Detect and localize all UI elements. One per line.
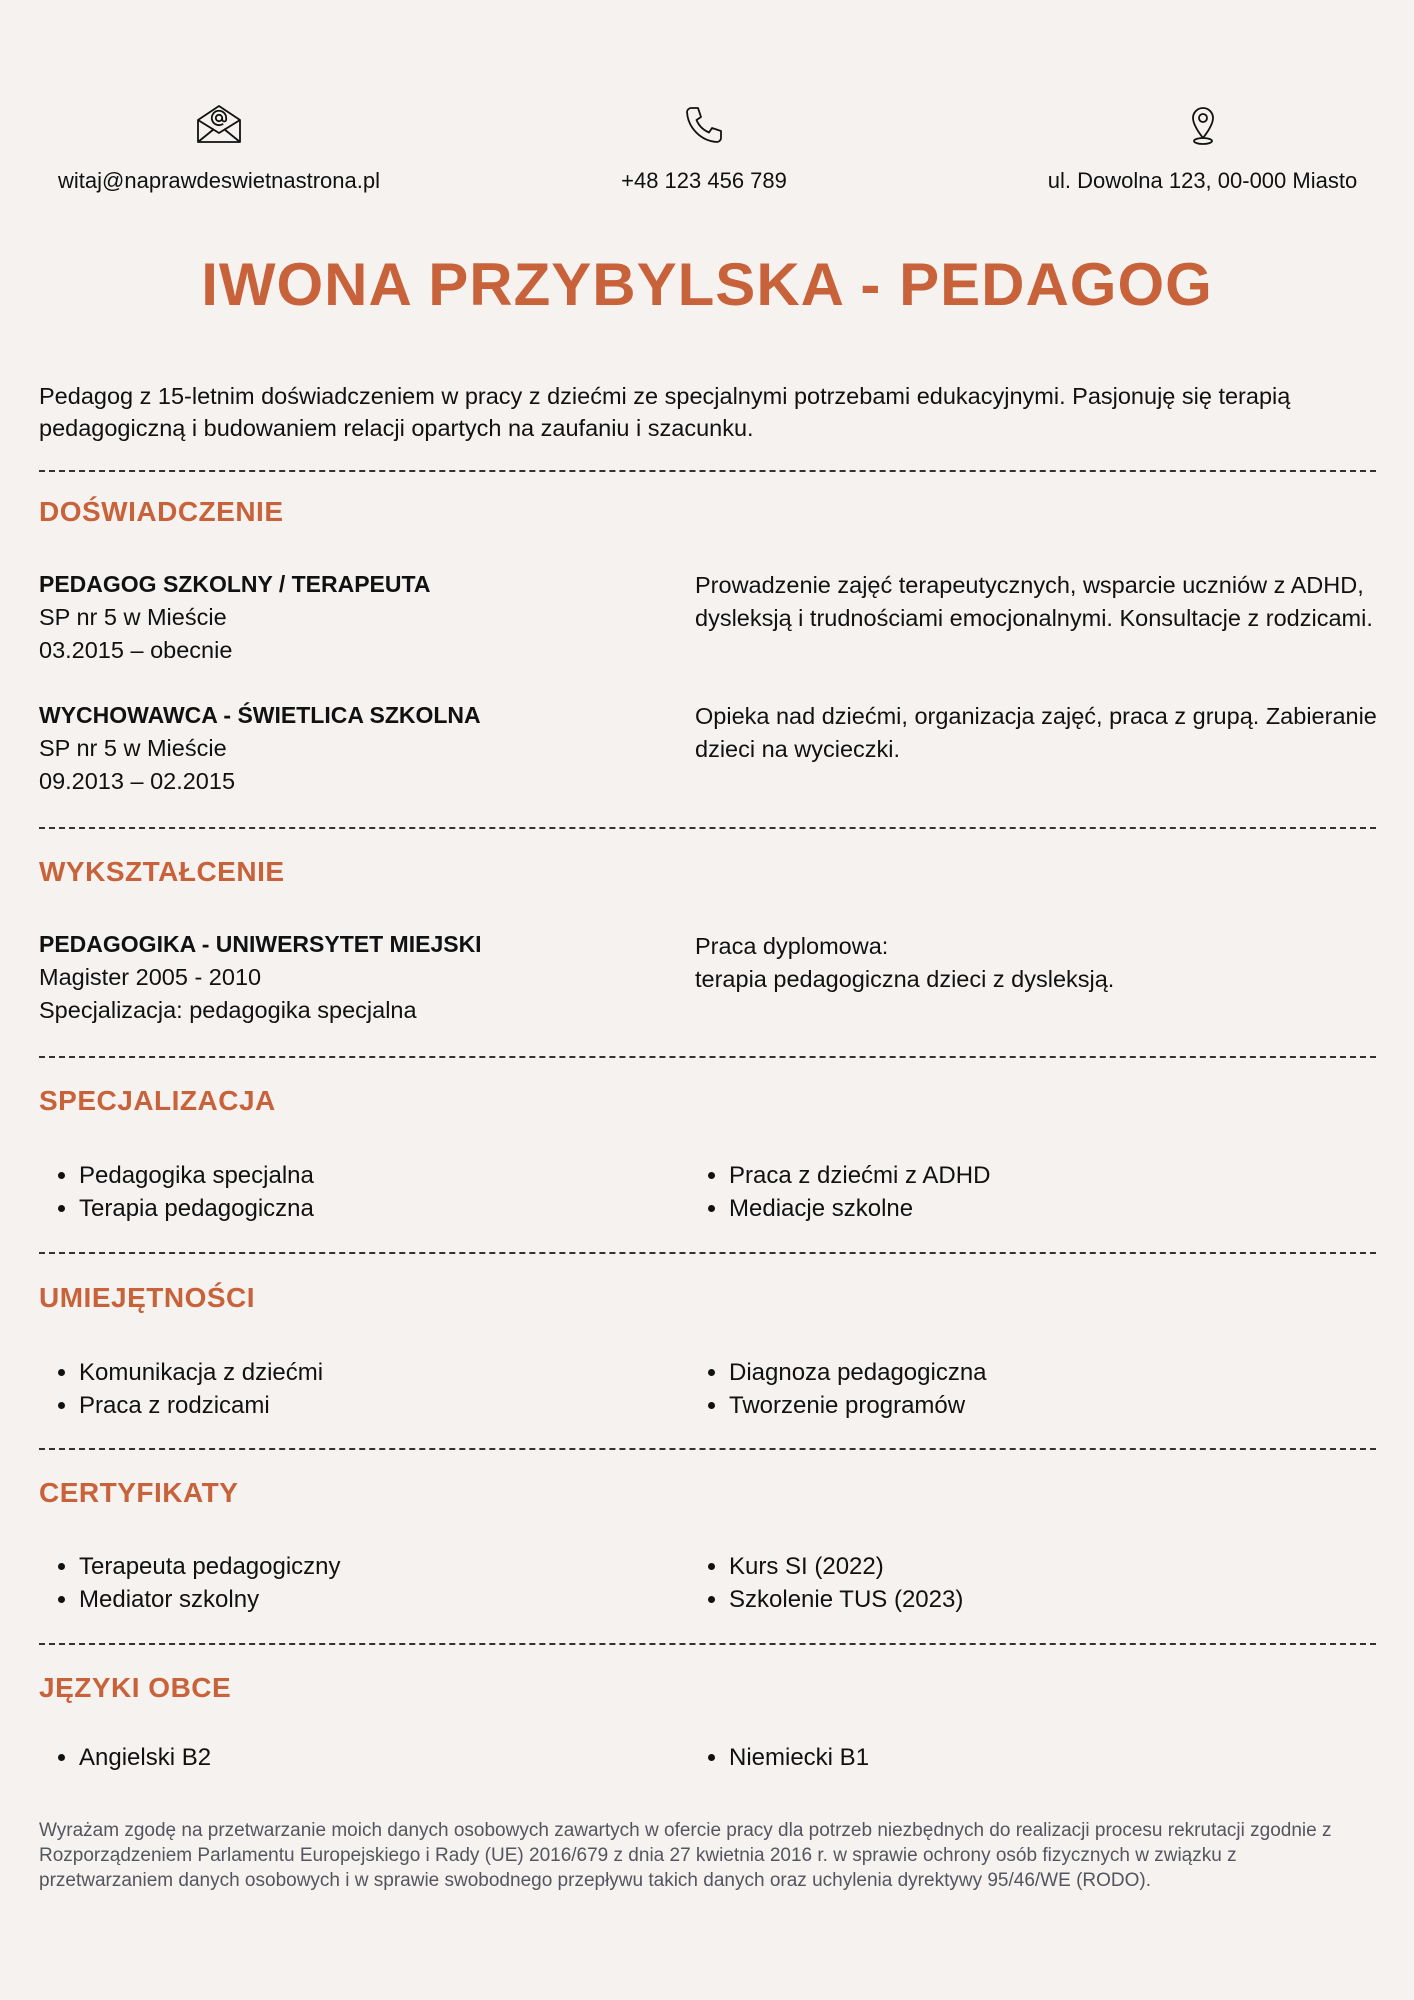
languages-list-right (689, 1741, 1369, 1774)
section-divider (39, 470, 1376, 472)
envelope-at-icon (194, 100, 244, 150)
list-item: • Diagnoza pedagogiczna (729, 1356, 1369, 1389)
job-title: WYCHOWAWCA - ŚWIETLICA SZKOLNA (39, 702, 481, 728)
job-dates: 03.2015 – obecnie (39, 637, 233, 663)
job-2 (39, 699, 659, 798)
location-pin-icon (1178, 100, 1228, 150)
section-divider (39, 827, 1376, 829)
education-heading: WYKSZTAŁCENIE (39, 856, 285, 887)
list-item: • Praca z dziećmi z ADHD (729, 1159, 1369, 1192)
skills-list-left (39, 1356, 659, 1422)
skills-heading: UMIEJĘTNOŚCI (39, 1282, 256, 1313)
skills-list-right (689, 1356, 1369, 1422)
thesis-label: Praca dyplomowa: (695, 933, 889, 959)
specialization-heading: SPECJALIZACJA (39, 1085, 276, 1116)
list-item: • Szkolenie TUS (2023) (729, 1583, 1369, 1616)
section-divider (39, 1252, 1376, 1254)
contact-phone (554, 100, 854, 194)
education-entry (39, 928, 659, 1027)
education-degree: Magister 2005 - 2010 (39, 964, 262, 990)
job-2-description: Opieka nad dziećmi, organizacja zajęć, praca z grupą. Zabieranie dzieci na wycieczki. (695, 703, 1377, 762)
list-item: • Praca z rodzicami (79, 1389, 659, 1422)
list-item: • Tworzenie programów (729, 1389, 1369, 1422)
education-thesis (695, 930, 1385, 996)
education-specialization: Specjalizacja: pedagogika specjalna (39, 997, 417, 1023)
job-1 (39, 568, 659, 667)
list-item: • Terapeuta pedagogiczny (79, 1550, 659, 1583)
section-divider (39, 1056, 1376, 1058)
page-title: IWONA PRZYBYLSKA - PEDAGOG (201, 251, 1213, 318)
job-place: SP nr 5 w Mieście (39, 604, 227, 630)
list-item: • Mediacje szkolne (729, 1192, 1369, 1225)
list-item: • Terapia pedagogiczna (79, 1192, 659, 1225)
certificates-list-right (689, 1550, 1369, 1616)
list-item: • Kurs SI (2022) (729, 1550, 1369, 1583)
section-divider (39, 1643, 1376, 1645)
list-item: • Mediator szkolny (79, 1583, 659, 1616)
list-item: • Niemiecki B1 (729, 1741, 1369, 1774)
contact-email (39, 100, 399, 194)
gdpr-consent: Wyrażam zgodę na przetwarzanie moich danych osobowych zawartych w ofercie pracy dla potrzeb niezbędnych do realizacji procesu rekrutacji zgodnie z Rozporządzeniem Parlamentu Europejskiego i Rady (UE) 2016/679 z dnia 27 kwietnia 2016 r. w sprawie ochrony osób fizycznych w związku z przetwarzaniem danych osobowych i w sprawie swobodnego przepływu takich danych oraz uchylenia dyrektywy 95/46/WE (RODO). (39, 1820, 1332, 1891)
job-title: PEDAGOG SZKOLNY / TERAPEUTA (39, 571, 431, 597)
education-title: PEDAGOGIKA - UNIWERSYTET MIEJSKI (39, 931, 482, 957)
contact-address (1030, 100, 1375, 194)
thesis-text: terapia pedagogiczna dzieci z dysleksją. (695, 966, 1115, 992)
certificates-heading: CERTYFIKATY (39, 1477, 239, 1508)
specialization-list-right (689, 1159, 1369, 1225)
phone-text: +48 123 456 789 (621, 168, 787, 193)
job-dates: 09.2013 – 02.2015 (39, 768, 236, 794)
languages-list-left (39, 1741, 659, 1774)
list-item: • Angielski B2 (79, 1741, 659, 1774)
address-text: ul. Dowolna 123, 00-000 Miasto (1047, 168, 1358, 193)
job-place: SP nr 5 w Mieście (39, 735, 227, 761)
job-1-description: Prowadzenie zajęć terapeutycznych, wsparcie uczniów z ADHD, dysleksją i trudnościami emocjonalnymi. Konsultacje z rodzicami. (695, 572, 1373, 631)
phone-icon (679, 100, 729, 150)
languages-heading: JĘZYKI OBCE (39, 1672, 232, 1703)
specialization-list-left (39, 1159, 659, 1225)
certificates-list-left (39, 1550, 659, 1616)
section-divider (39, 1448, 1376, 1450)
list-item: • Pedagogika specjalna (79, 1159, 659, 1192)
experience-heading: DOŚWIADCZENIE (39, 496, 284, 527)
list-item: • Komunikacja z dziećmi (79, 1356, 659, 1389)
email-text: witaj@naprawdeswietnastrona.pl (58, 168, 380, 193)
profile-summary: Pedagog z 15-letnim doświadczeniem w pracy z dziećmi ze specjalnymi potrzebami edukacyjnymi. Pasjonuję się terapią pedagogiczną i budowaniem relacji opartych na zaufaniu i szacunku. (39, 383, 1291, 441)
